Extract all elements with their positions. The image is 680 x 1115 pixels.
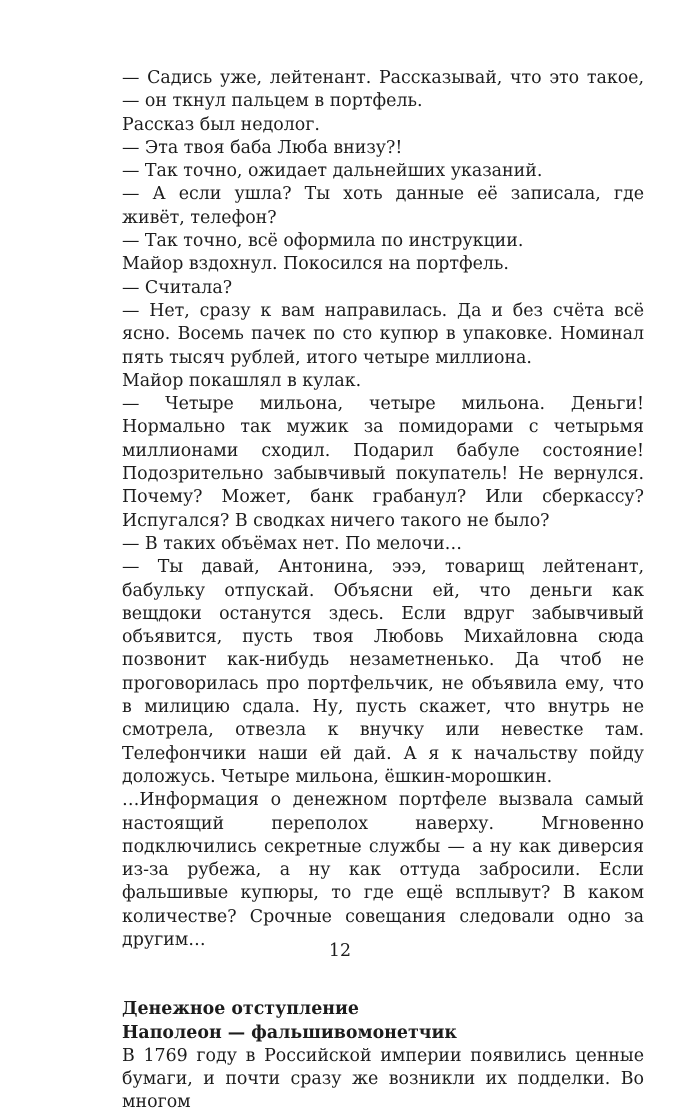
section-heading: Денежное отступление — [122, 999, 359, 1020]
paragraph: — Эта твоя баба Люба внизу?! — [122, 137, 403, 158]
paragraph: — Четыре мильона, четыре мильона. Деньги! Нормально так мужик за помидорами с четырьмя миллионами сходил. Подарил бабуле состояние! Подозрительно забывчивый покупатель! Не вернулся. Почему? Может, банк грабанул? Или сберкассу? Испугался? В сводках ничего такого не было? — [122, 394, 644, 531]
paragraph: В 1769 году в Российской империи появились ценные бумаги, и почти сразу же возникли их подделки. Во многом — [122, 1045, 644, 1113]
paragraph: Майор покашлял в кулак. — [122, 370, 362, 391]
paragraph: Рассказ был недолог. — [122, 114, 320, 135]
paragraph: — А если ушла? Ты хоть данные её записала, где живёт, телефон? — [122, 184, 644, 228]
paragraph: — Считала? — [122, 277, 233, 298]
paragraph: — Нет, сразу к вам направилась. Да и без счёта всё ясно. Восемь пачек по сто купюр в упаковке. Номинал пять тысяч рублей, итого четыре миллиона. — [122, 300, 644, 368]
paragraph: …Информация о денежном портфеле вызвала самый настоящий переполох наверху. Мгновенно подключились секретные службы — а ну как диверсия из-за рубежа, а ну как оттуда забросили. Если фальшивые купюры, то где ещё всплывут? В каком количестве? Срочные совещания следовали одно за другим… — [122, 790, 644, 950]
paragraph: — Садись уже, лейтенант. Рассказывай, что это такое, — он ткнул пальцем в портфель. — [122, 68, 644, 112]
page-number: 12 — [328, 941, 352, 961]
paragraph: Майор вздохнул. Покосился на портфель. — [122, 254, 509, 275]
paragraph: — В таких объёмах нет. По мелочи… — [122, 533, 463, 554]
paragraph: — Так точно, ожидает дальнейших указаний. — [122, 161, 543, 182]
paragraph: — Ты давай, Антонина, эээ, товарищ лейтенант, бабульку отпускай. Объясни ей, что деньги как вещдоки останутся здесь. Если вдруг забывчивый объявится, пусть твоя Любовь Михайловна сюда позвонит как-нибудь незаметненько. Да чтоб не проговорилась про портфельчик, не объявила ему, что в милицию сдала. Ну, пусть скажет, что внутрь не смотрела, отвезла к внучку или невестке там. Телефончики наши ей дай. А я к начальству пойду доложусь. Четыре мильона, ёшкин-морошкин. — [122, 557, 644, 787]
paragraph: — Так точно, всё оформила по инструкции. — [122, 231, 524, 252]
section-subheading: Наполеон — фальшивомонетчик — [122, 1022, 457, 1043]
